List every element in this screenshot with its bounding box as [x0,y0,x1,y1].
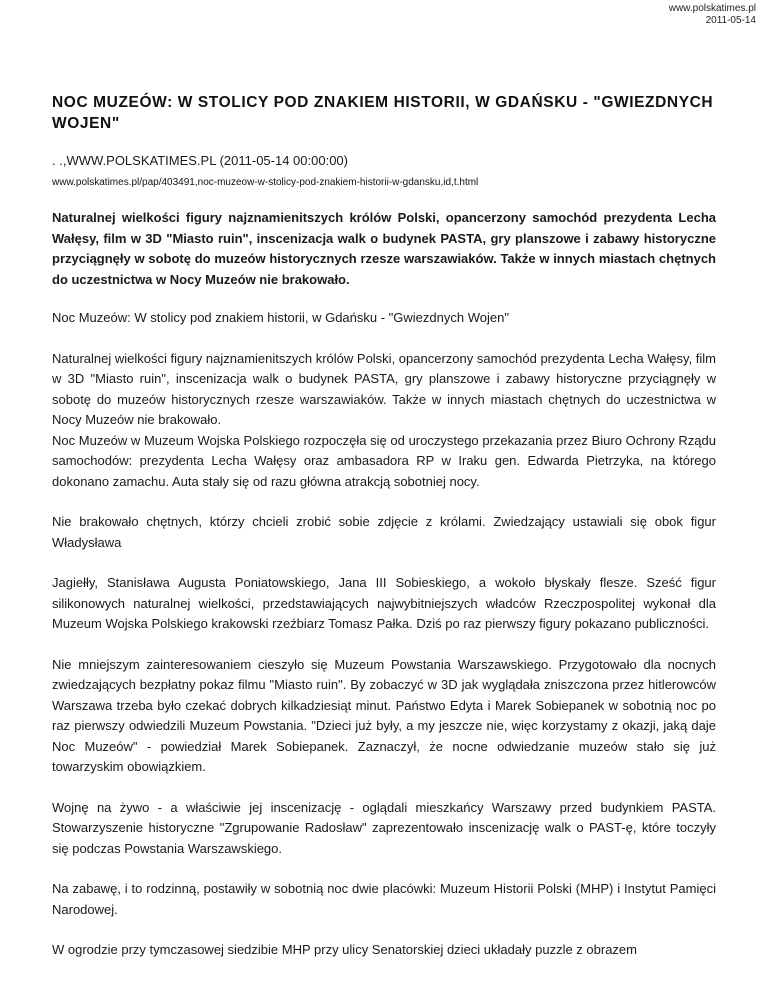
article-body [52,308,716,961]
paragraph: W ogrodzie przy tymczasowej siedzibie MHP przy ulicy Senatorskiej dzieci układały puzzle z obrazem [52,942,637,957]
paragraph: Noc Muzeów w Muzeum Wojska Polskiego rozpoczęła się od uroczystego przekazania przez Biuro Ochrony Rządu samochodów: prezydenta Lecha Wałęsy oraz ambasadora RP w Iraku gen. Edwarda Pietrzyka, na którego dokonano zamachu. Auta stały się od razu główna atrakcją sobotniej nocy. [52,432,716,489]
article [52,92,716,961]
article-source: . .,WWW.POLSKATIMES.PL (2011-05-14 00:00:00) [52,153,348,168]
paragraph: Na zabawę, i to rodzinną, postawiły w sobotnią noc dwie placówki: Muzeum Historii Polski (MHP) i Instytut Pamięci Narodowej. [52,881,716,917]
paragraph: Nie mniejszym zainteresowaniem cieszyło się Muzeum Powstania Warszawskiego. Przygotowało dla nocnych zwiedzających bezpłatny pokaz filmu "Miasto ruin". By zobaczyć w 3D jak wyglądała zniszczona przez hitlerowców Warszawa trzeba było czekać dobrych kilkadziesiąt minut. Państwo Edyta i Marek Sobiepanek w sobotnią noc po raz pierwszy odwiedzili Muzeum Powstania. "Dzieci już były, a my jeszcze nie, więc korzystamy z okazji, jaką daje Noc Muzeów" - powiedział Marek Sobiepanek. Zaznaczył, że nocne odwiedzanie muzeów stało się już towarzyskim obowiązkiem. [52,656,716,774]
article-lead: Naturalnej wielkości figury najznamienitszych królów Polski, opancerzony samochód prezydenta Lecha Wałęsy, film w 3D "Miasto ruin", inscenizacja walk o budynek PASTA, gry planszowe i zabawy historyczne przyciągnęły w sobotę do muzeów historycznych rzesze warszawiaków. Także w innych miastach chętnych do uczestnictwa w Nocy Muzeów nie brakowało. [52,210,716,287]
header-site: www.polskatimes.pl [668,3,756,14]
paragraph: Jagiełły, Stanisława Augusta Poniatowskiego, Jana III Sobieskiego, a wokoło błyskały flesze. Sześć figur silikonowych naturalnej wielkości, przedstawiających najwybitniejszych władców Rzeczpospolitej wykonał dla Muzeum Wojska Polskiego krakowski rzeźbiarz Tomasz Pałka. Dziś po raz pierwszy figury pokazano publiczności. [52,575,716,631]
paragraph: Wojnę na żywo - a właściwie jej inscenizację - oglądali mieszkańcy Warszawy przed budynkiem PASTA. Stowarzyszenie historyczne "Zgrupowanie Radosław" zaprezentowało inscenizację walk o PAST-ę, które toczyły się podczas Powstania Warszawskiego. [52,799,716,856]
article-title: NOC MUZEÓW: W STOLICY POD ZNAKIEM HISTORII, W GDAŃSKU - "GWIEZDNYCH WOJEN" [52,94,714,132]
paragraph: Nie brakowało chętnych, którzy chcieli zrobić sobie zdjęcie z królami. Zwiedzający ustawiali się obok figur Władysława [52,514,716,550]
paragraph-subtitle: Noc Muzeów: W stolicy pod znakiem historii, w Gdańsku - "Gwiezdnych Wojen" [52,310,509,325]
page-header [669,3,756,27]
article-url: www.polskatimes.pl/pap/403491,noc-muzeow-w-stolicy-pod-znakiem-historii-w-gdansku,id,t.html [52,177,479,188]
paragraph: Naturalnej wielkości figury najznamienitszych królów Polski, opancerzony samochód prezydenta Lecha Wałęsy, film w 3D "Miasto ruin", inscenizacja walk o budynek PASTA, gry planszowe i zabawy historyczne przyciągnęły w sobotę do muzeów historycznych rzesze warszawiaków. Także w innych miastach chętnych do uczestnictwa w Nocy Muzeów nie brakowało. [52,350,717,427]
header-date: 2011-05-14 [705,15,756,26]
